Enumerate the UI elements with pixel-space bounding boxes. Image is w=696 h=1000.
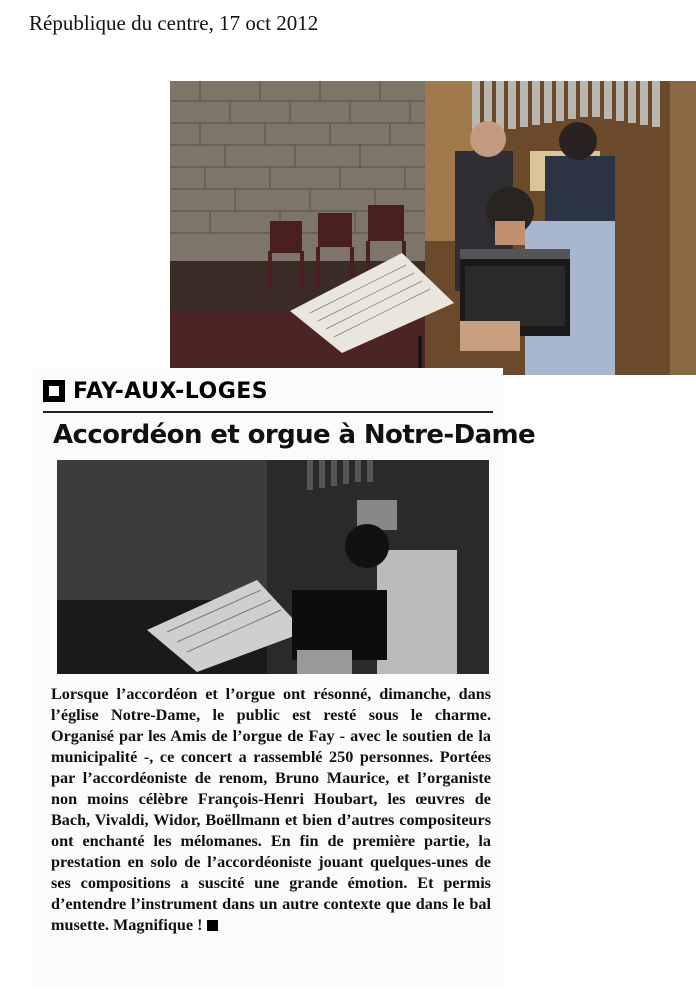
- article-body-text: Lorsque l’accordéon et l’orgue ont résonné, dimanche, dans l’église Notre-Dame, le public est resté sous le charme. Organisé par les Amis de l’orgue de Fay - avec le soutien de la municipalité -, ce concert a rassemblé 250 personnes. Portées par l’accordéoniste de renom, Bruno Maurice, et l’organiste non moins célèbre François-Henri Houbart, les œuvres de Bach, Vivaldi, Widor, Boëllmann et bien d’autres compositeurs ont enchanté les mélomanes. En fin de première partie, la prestation en solo de l’accordéoniste jouant quelques-unes de ses compositions a suscité une grande émotion. Et permis d’entendre l’instrument dans un autre contexte que dans le bal musette. Magnifique !: [51, 685, 491, 934]
- newspaper-clipping: [33, 368, 536, 988]
- article-body: [51, 684, 491, 936]
- clipping-header: [43, 376, 268, 406]
- section-square-icon: [43, 380, 65, 402]
- end-square-icon: [207, 920, 218, 931]
- concert-photo: [170, 81, 696, 375]
- section-place: FAY-AUX-LOGES: [73, 378, 269, 404]
- article-headline: Accordéon et orgue à Notre-Dame: [53, 420, 536, 450]
- clipping-photo: [57, 460, 489, 674]
- header-rule: [43, 411, 493, 413]
- source-caption: République du centre, 17 oct 2012: [29, 11, 319, 35]
